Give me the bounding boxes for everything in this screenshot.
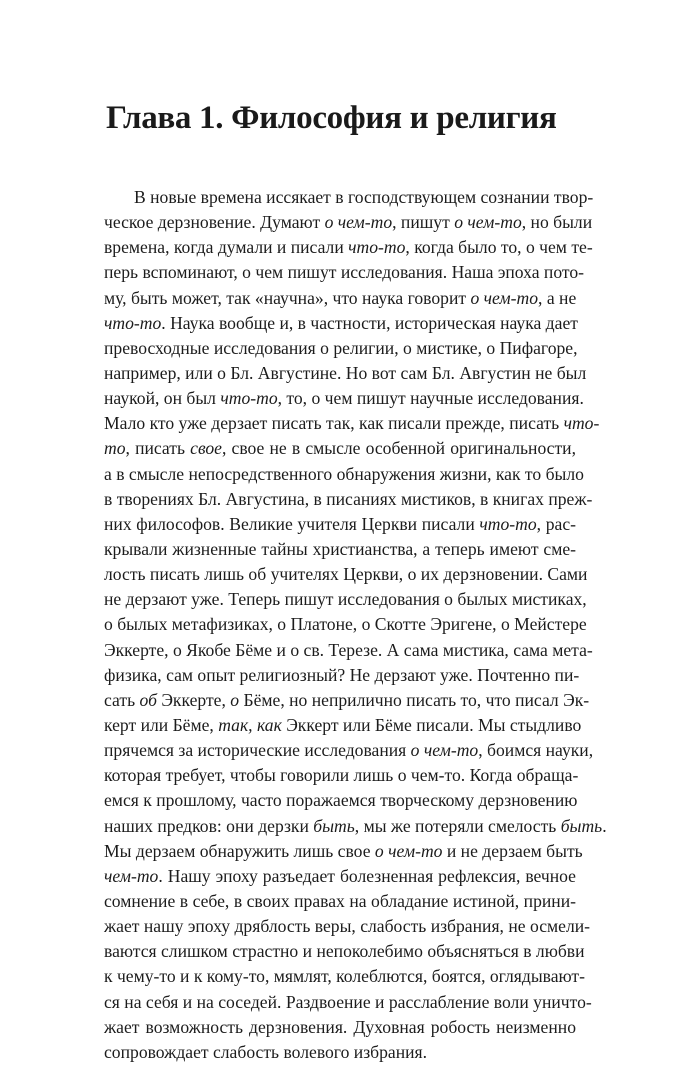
text-line [104,914,591,939]
text-line [104,311,576,336]
text-line [104,1015,576,1040]
text-run: , рас- [536,513,576,534]
text-run: Бёме, но неприлично писать то, что писал Эк- [239,689,590,710]
italic-text-run: что-то [479,513,537,534]
text-line [104,738,594,763]
text-run: в творениях Бл. Августина, в писаниях мистиков, в книгах преж- [104,488,593,509]
italic-text-run: о чем-то [410,740,479,761]
text-line [104,587,587,612]
text-run: сомнение в себе, в своих правах на обладание истиной, прини- [104,890,576,911]
italic-text-run: быть [313,815,355,836]
text-run: , а не [538,287,577,308]
italic-text-run: то [104,438,126,459]
text-line [104,562,588,587]
text-run: , но были [521,212,593,233]
text-run: , пишут [392,212,455,233]
text-run: сопровождает слабость волевого избрания. [104,1041,428,1062]
text-run: которая требует, чтобы говорили лишь о чем-то. Когда обраща- [104,765,579,786]
text-line [104,185,594,210]
text-line [104,361,587,386]
chapter-title: Глава 1. Философия и религия [106,100,557,136]
text-run: В новые времена иссякает в господствующем сознании твор- [134,187,594,207]
text-line [104,990,592,1015]
text-run: , писать [125,438,191,459]
text-run: , то, о чем пишут научные исследования. [277,388,584,409]
text-run: . Нашу эпоху разъедает болезненная рефлексия, вечное [158,865,576,886]
text-run: и не дерзаем быть [442,840,583,861]
text-run: например, или о Бл. Августине. Но вот сам Бл. Августин не был [104,362,587,383]
text-run: Мало кто уже дерзает писать так, как писали прежде, писать [104,413,564,434]
text-run: керт или Бёме, [104,714,219,735]
text-run: . Наука вообще и, в частности, историческая наука дает [161,312,578,333]
italic-text-run: о [230,689,240,710]
text-run: наших предков: они дерзки [104,815,314,836]
italic-text-run: так, как [218,714,282,735]
text-run: жает нашу эпоху дряблость веры, слабость избрания, не осмели- [104,916,591,937]
text-run: , боимся науки, [478,740,594,761]
text-line [104,638,593,663]
text-line [104,839,583,864]
text-run: Эккерте, [156,689,231,710]
text-line [104,260,585,285]
text-run: превосходные исследования о религии, о мистике, о Пифагоре, [104,337,578,358]
text-run: . [602,815,607,836]
text-line [104,386,584,411]
italic-text-run: что-то [104,312,162,333]
text-run: ся на себя и на соседей. Раздвоение и расслабление воли уничто- [104,991,592,1012]
text-run: лость писать лишь об учителях Церкви, о их дерзновении. Сами [104,564,588,585]
text-line [104,663,580,688]
italic-text-run: что-то [348,237,406,258]
text-line [104,210,593,235]
text-run: сать [104,689,140,710]
text-run: физика, сам опыт религиозный? Не дерзают уже. Почтенно пи- [104,664,580,685]
text-line [104,889,576,914]
text-run: емся к прошлому, часто поражаемся творческому дерзновению [104,790,578,811]
text-run: , свое не в смысле особенной оригинальности, [221,438,576,459]
italic-text-run: что-то [220,388,278,409]
text-line [104,487,593,512]
text-run: перь вспоминают, о чем пишут исследования. Наша эпоха пото- [104,262,585,283]
text-run: о былых метафизиках, о Платоне, о Скотте Эригене, о Мейстере [104,614,587,635]
text-line [104,788,576,813]
text-run: му, быть может, так «научна», что наука говорит [104,287,471,308]
italic-text-run: о чем-то [324,212,393,233]
text-line [104,713,582,738]
text-line [104,537,576,562]
text-run: ческое дерзновение. Думают [104,212,325,233]
text-run: ваются слишком страстно и непоколебимо объясняться в любви [104,941,585,962]
italic-text-run: свое [190,438,222,459]
italic-text-run: об [139,689,157,710]
text-line [104,411,600,436]
text-line [104,864,576,889]
text-run: не дерзают уже. Теперь пишут исследования о былых мистиках, [104,589,587,610]
text-line [104,286,576,311]
text-line [104,814,607,839]
text-run: к чему-то и к кому-то, мямлят, колеблются, боятся, оглядывают- [104,966,585,987]
text-line [104,436,576,461]
text-run: жает возможность дерзновения. Духовная робость неизменно [104,1016,576,1037]
italic-text-run: о чем-то [470,287,539,308]
text-run: крывали жизненные тайны христианства, а теперь имеют сме- [104,538,576,559]
text-run: Мы дерзаем обнаружить лишь свое [104,840,375,861]
italic-text-run: что- [563,413,600,434]
text-run: наукой, он был [104,388,221,409]
text-line [104,336,576,361]
text-line [104,612,587,637]
chapter-body-paragraph [104,185,607,1065]
text-run: Эккерте, о Якобе Бёме и о св. Терезе. А сама мистика, сама мета- [104,639,593,660]
text-line [104,939,585,964]
text-line [104,688,590,713]
text-run: Эккерт или Бёме писали. Мы стыдливо [281,714,582,735]
text-line [104,462,584,487]
text-run: них философов. Великие учителя Церкви писали [104,513,480,534]
text-line [104,235,593,260]
text-run: времена, когда думали и писали [104,237,349,258]
text-line [104,1040,576,1065]
text-run: а в смысле непосредственного обнаружения жизни, как то было [104,463,584,484]
italic-text-run: о чем-то [374,840,443,861]
italic-text-run: чем-то [104,865,159,886]
text-run: , когда было то, о чем те- [405,237,593,258]
text-line [104,512,576,537]
text-line [104,964,585,989]
text-line [104,763,579,788]
text-run: , мы же потеряли смелость [354,815,561,836]
italic-text-run: о чем-то [454,212,522,233]
italic-text-run: быть [560,815,603,836]
text-run: прячемся за исторические исследования [104,740,411,761]
